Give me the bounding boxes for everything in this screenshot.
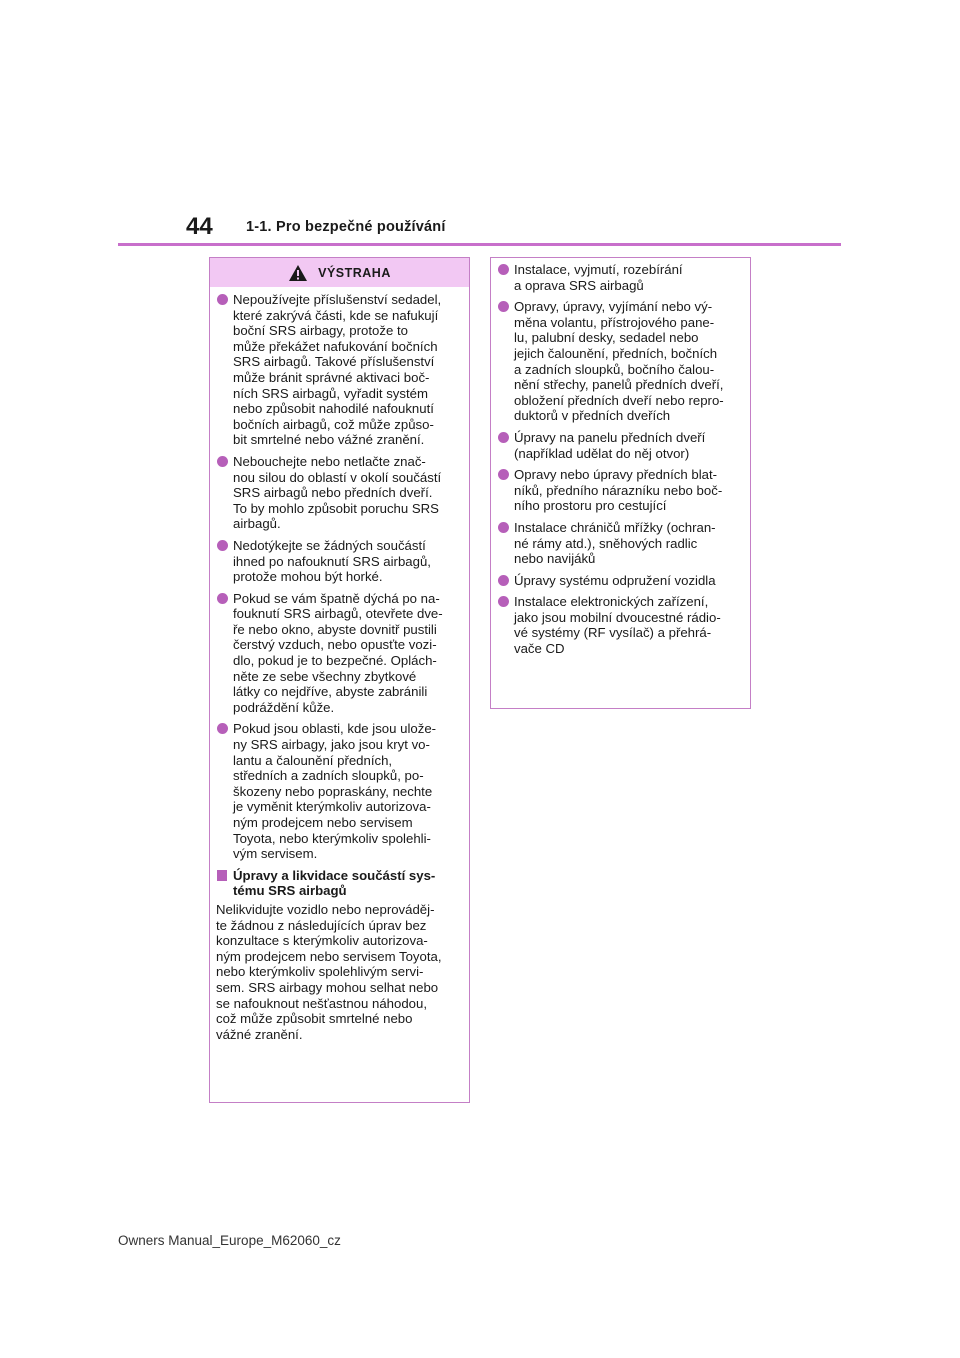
list-item: Pokud se vám špatně dýchá po na- fouknutí SRS airbagů, otevřete dve- ře nebo okno, abyste dovnitř pustili čerstvý vzduch, nebo opusťte vozi- dlo, pokud je to bezpečné. Oplách- něte ze sebe všechny zbytkové látky co nejdříve, abyste zabránili podráždění kůže. [216, 591, 463, 716]
list-item: Instalace elektronických zařízení, jako jsou mobilní dvoucestné rádio- vé systémy (RF vysílač) a přehrá- vače CD [497, 594, 744, 656]
section-title: 1-1. Pro bezpečné používání [246, 219, 446, 235]
bullet-dot-icon [217, 540, 228, 551]
bullet-dot-icon [498, 301, 509, 312]
bullet-dot-icon [498, 432, 509, 443]
list-item: Úpravy na panelu předních dveří (například udělat do něj otvor) [497, 430, 744, 461]
list-item: Opravy, úpravy, vyjímání nebo vý- měna volantu, přístrojového pane- lu, palubní desky, sedadel nebo jejich čalounění, předních, bočních a zadních sloupků, bočního čalou- nění střechy, panelů předních dveří, obložení předních dveří nebo repro- duktorů v předních dveřích [497, 299, 744, 424]
warning-box-left [209, 257, 470, 1103]
page-number: 44 [186, 213, 213, 240]
body-paragraph: Nelikvidujte vozidlo nebo neprováděj- te žádnou z následujících úprav bez konzultace s kterýmkoliv autorizova- ným prodejcem nebo servisem Toyota, nebo kterýmkoliv spolehlivým servi- sem. SRS airbagy mohou selhat nebo se nafouknout nešťastnou náhodou, což může způsobit smrtelné nebo vážné zranění. [216, 901, 442, 1042]
bullet-dot-icon [217, 294, 228, 305]
warning-label: VÝSTRAHA [318, 265, 391, 280]
bullet-dot-icon [498, 522, 509, 533]
footer-text: Owners Manual_Europe_M62060_cz [118, 1233, 341, 1248]
subheading: Úpravy a likvidace součástí sys- tému SRS airbagů [216, 868, 463, 899]
bullet-dot-icon [498, 596, 509, 607]
list-item: Nedotýkejte se žádných součástí ihned po nafouknutí SRS airbagů, protože mohou být horké. [216, 538, 463, 585]
bullet-dot-icon [217, 723, 228, 734]
list-item: Nebouchejte nebo netlačte znač- nou silou do oblastí v okolí součástí SRS airbagů nebo předních dveří. To by mohlo způsobit poruchu SRS airbagů. [216, 454, 463, 532]
list-item: Nepoužívejte příslušenství sedadel, které zakrývá části, kde se nafukují boční SRS airbagy, protože to může překážet nafukování bočních SRS airbagů. Takové příslušenství může bránit správné aktivaci boč- ních SRS airbagů, vyřadit systém nebo způsobit nahodilé nafouknutí bočních airbagů, což může způso- bit smrtelné nebo vážné zranění. [216, 292, 463, 448]
bullet-dot-icon [217, 593, 228, 604]
bullet-dot-icon [498, 575, 509, 586]
warning-triangle-icon [288, 264, 308, 282]
warning-box-right [490, 257, 751, 709]
bullet-dot-icon [217, 456, 228, 467]
warning-header [210, 258, 469, 287]
square-bullet-icon [217, 870, 227, 881]
list-item: Opravy nebo úpravy předních blat- níků, předního nárazníku nebo boč- ního prostoru pro cestující [497, 467, 744, 514]
list-item: Instalace chráničů mřížky (ochran- né rámy atd.), sněhových radlic nebo navijáků [497, 520, 744, 567]
header-divider [118, 243, 841, 246]
list-item: Instalace, vyjmutí, rozebírání a oprava SRS airbagů [497, 262, 744, 293]
bullet-dot-icon [498, 469, 509, 480]
list-item: Úpravy systému odpružení vozidla [497, 573, 744, 589]
bullet-dot-icon [498, 264, 509, 275]
list-item: Pokud jsou oblasti, kde jsou ulože- ny SRS airbagy, jako jsou kryt vo- lantu a čalounění předních, středních a zadních sloupků, po- škozeny nebo popraskány, nechte je vyměnit kterýmkoliv autorizova- ným prodejcem nebo servisem Toyota, nebo kterýmkoliv spolehli- vým servisem. [216, 721, 463, 861]
